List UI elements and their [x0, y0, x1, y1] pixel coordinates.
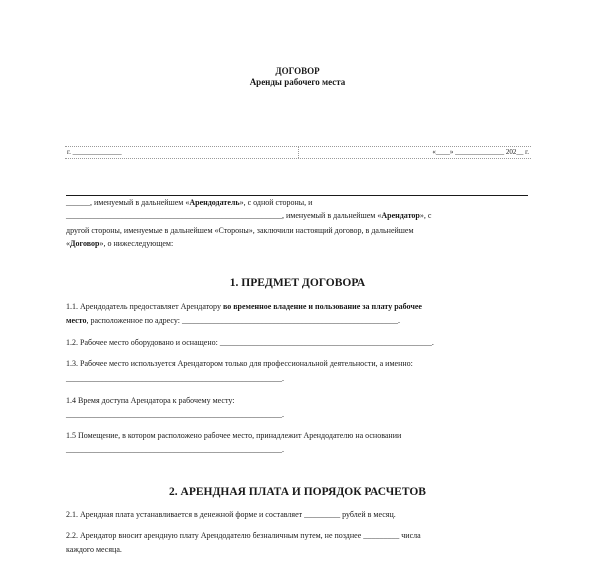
parties-line-1 [66, 196, 530, 210]
clause-1-3-line-2: ______________________________________________________. [66, 374, 284, 383]
clause-1-4-line-1: 1.4 Время доступа Арендатора к рабочему месту: [66, 396, 235, 405]
clause-2-1: 2.1. Арендная плата устанавливается в денежной форме и составляет _________ рублей в месяц. [66, 510, 396, 519]
clause-1-1-bold-2: место [66, 316, 87, 325]
clause-1-1-bold: во временное владение и пользование за плату рабочее [222, 302, 422, 311]
clause-2-2-line-2: каждого месяца. [66, 545, 122, 554]
quote-open: « [66, 239, 70, 248]
party1-name-blank [66, 187, 528, 196]
parties-line-4-text: », о нижеследующем: [99, 239, 174, 248]
clause-2-2-line-1: 2.2. Арендатор вносит арендную плату Арендодателю безналичным путем, не позднее _________ числа [66, 531, 421, 540]
party1-text-b: », с одной стороны, и [239, 198, 313, 207]
party1-blank-tail: ______ [66, 198, 90, 207]
clause-1-1-address: , расположенное по адресу: ______________________________________________________. [86, 316, 400, 325]
clause-1-2: 1.2. Рабочее место оборудовано и оснащено: _____________________________________________________. [66, 338, 434, 347]
document-title: ДОГОВОР [275, 66, 320, 76]
clause-1-1-line-2 [66, 314, 530, 328]
party2-role: Арендатор [381, 211, 420, 220]
party1-text-a: , именуемый в дальнейшем « [90, 198, 190, 207]
place-date-divider [298, 147, 299, 158]
clause-1-1-text: 1.1. Арендодатель предоставляет Арендатору [66, 302, 223, 311]
section-2-heading: 2. АРЕНДНАЯ ПЛАТА И ПОРЯДОК РАСЧЕТОВ [169, 486, 426, 498]
date-field: «____» ______________ 202__ г. [432, 148, 529, 156]
party1-role: Арендодатель [189, 198, 240, 207]
clause-1-5-line-2: ______________________________________________________. [66, 445, 284, 454]
party2-text-a: , именуемый в дальнейшем « [282, 211, 382, 220]
parties-line-4 [66, 237, 530, 251]
section-1-heading: 1. ПРЕДМЕТ ДОГОВОРА [229, 277, 366, 289]
parties-line-2 [66, 209, 530, 223]
city-field: г. ______________ [67, 148, 122, 156]
place-date-row [65, 146, 531, 159]
party2-blank: ______________________________________________________ [66, 211, 282, 220]
party2-text-b: », с [419, 211, 432, 220]
clause-1-1-line-1 [66, 300, 530, 314]
clause-1-3-line-1: 1.3. Рабочее место используется Арендатором только для профессиональной деятельности, а именно: [66, 359, 413, 368]
document-subtitle: Аренды рабочего места [249, 77, 346, 87]
clause-1-5-line-1: 1.5 Помещение, в котором расположено рабочее место, принадлежит Арендодателю на основании [66, 431, 402, 440]
parties-line-3: другой стороны, именуемые в дальнейшем «Стороны», заключили настоящий договор, в дальнейшем [66, 226, 414, 235]
agreement-term: Договор [70, 239, 100, 248]
clause-1-4-line-2: ______________________________________________________. [66, 410, 284, 419]
